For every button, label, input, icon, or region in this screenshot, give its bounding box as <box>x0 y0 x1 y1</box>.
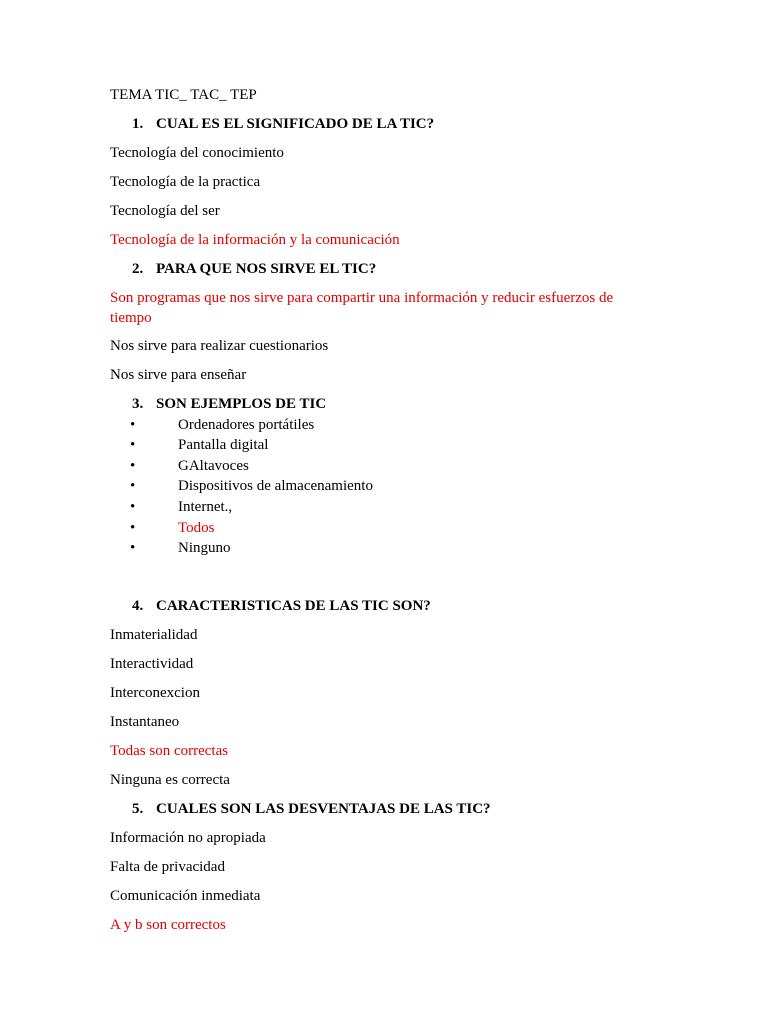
q1-option: Tecnología del ser <box>110 203 220 219</box>
question-number: 1. <box>132 116 144 132</box>
q1-correct-answer: Tecnología de la información y la comunicación <box>110 232 400 248</box>
q4-option: Inmaterialidad <box>110 627 198 643</box>
question-3 <box>132 395 326 413</box>
bullet-item <box>130 457 249 475</box>
question-text: CUAL ES EL SIGNIFICADO DE LA TIC? <box>156 116 435 132</box>
question-text: CARACTERISTICAS DE LAS TIC SON? <box>156 598 431 614</box>
bullet-icon: • <box>130 499 136 515</box>
question-4 <box>132 597 431 615</box>
bullet-text: Ninguno <box>178 540 231 556</box>
q5-correct-answer: A y b son correctos <box>110 917 226 933</box>
bullet-text: Pantalla digital <box>178 437 269 453</box>
bullet-text: Internet., <box>178 499 233 515</box>
q5-option: Comunicación inmediata <box>110 888 261 904</box>
q2-option: Nos sirve para realizar cuestionarios <box>110 338 329 354</box>
bullet-icon: • <box>130 437 136 453</box>
question-2 <box>132 260 376 278</box>
bullet-item <box>130 539 231 557</box>
bullet-item <box>130 416 314 434</box>
bullet-text: GAltavoces <box>178 458 249 474</box>
question-text: SON EJEMPLOS DE TIC <box>156 396 327 412</box>
question-number: 3. <box>132 396 144 412</box>
q4-option: Interconexcion <box>110 685 200 701</box>
bullet-icon: • <box>130 417 136 433</box>
q1-option: Tecnología del conocimiento <box>110 145 284 161</box>
question-5 <box>132 800 491 818</box>
bullet-text: Ordenadores portátiles <box>178 417 315 433</box>
bullet-item <box>130 477 373 495</box>
q4-option: Ninguna es correcta <box>110 772 230 788</box>
q4-correct-answer: Todas son correctas <box>110 743 229 759</box>
q5-option: Falta de privacidad <box>110 859 225 875</box>
bullet-icon: • <box>130 478 136 494</box>
q5-option: Información no apropiada <box>110 830 266 846</box>
question-text: CUALES SON LAS DESVENTAJAS DE LAS TIC? <box>156 801 491 817</box>
q2-option: Nos sirve para enseñar <box>110 367 247 383</box>
bullet-item <box>130 519 214 537</box>
q2-correct-answer: Son programas que nos sirve para compartir una información y reducir esfuerzos de tiempo <box>110 290 614 326</box>
question-text: PARA QUE NOS SIRVE EL TIC? <box>156 261 377 277</box>
q4-option: Instantaneo <box>110 714 180 730</box>
bullet-item <box>130 498 232 516</box>
q3-correct-answer: Todos <box>178 520 215 536</box>
question-number: 2. <box>132 261 144 277</box>
bullet-item <box>130 436 268 454</box>
question-number: 5. <box>132 801 144 817</box>
q4-option: Interactividad <box>110 656 194 672</box>
bullet-icon: • <box>130 458 136 474</box>
q1-option: Tecnología de la practica <box>110 174 261 190</box>
bullet-icon: • <box>130 520 136 536</box>
bullet-text: Dispositivos de almacenamiento <box>178 478 373 494</box>
document-title: TEMA TIC_ TAC_ TEP <box>110 87 257 103</box>
question-number: 4. <box>132 598 144 614</box>
bullet-icon: • <box>130 540 136 556</box>
question-1 <box>132 115 434 133</box>
